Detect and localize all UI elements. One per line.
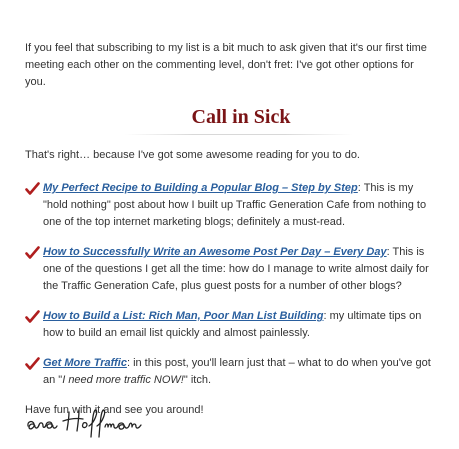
checkmark-icon [25,310,40,324]
post-description: : in this post, you'll learn just that – what to do when you've got an " [43,357,431,386]
list-item [25,244,437,295]
list-item [25,180,437,231]
post-description: : my ultimate tips on how to build an email list quickly and almost painlessly. [43,310,422,339]
post-link-get-more-traffic[interactable]: Get More Traffic [43,357,127,369]
post-description-end: " itch. [183,374,211,386]
post-link-perfect-recipe[interactable]: My Perfect Recipe to Building a Popular Blog – Step by Step [43,182,358,194]
checkmark-icon [25,357,40,371]
section-header [25,105,437,139]
closing-line: Have fun with it and see you around! [25,404,204,416]
post-link-awesome-post[interactable]: How to Successfully Write an Awesome Post Per Day – Every Day [43,246,387,258]
recommended-posts-list [25,180,437,389]
intro-paragraph: If you feel that subscribing to my list is a bit much to ask given that it's our first time meeting each other on the commenting level, don't fret: I've got other options for you. [25,42,427,88]
post-description: : This is one of the questions I get all the time: how do I manage to write almost daily for the Traffic Generation Cafe, plus guest posts for a number of other blogs? [43,246,429,292]
article-body [25,40,437,419]
heading-divider [125,134,353,135]
post-description: : This is my "hold nothing" post about how I built up Traffic Generation Cafe from nothing to one of the top internet marketing blogs; definitely a must-read. [43,182,427,228]
checkmark-icon [25,182,40,196]
checkmark-icon [25,246,40,260]
post-description-emphasis: I need more traffic NOW! [62,374,184,386]
signature-image [25,404,185,440]
list-item [25,308,437,342]
list-item [25,355,437,389]
post-link-build-a-list[interactable]: How to Build a List: Rich Man, Poor Man List Building [43,310,324,322]
lead-paragraph: That's right… because I've got some awesome reading for you to do. [25,149,360,161]
section-heading: Call in Sick [191,106,291,128]
